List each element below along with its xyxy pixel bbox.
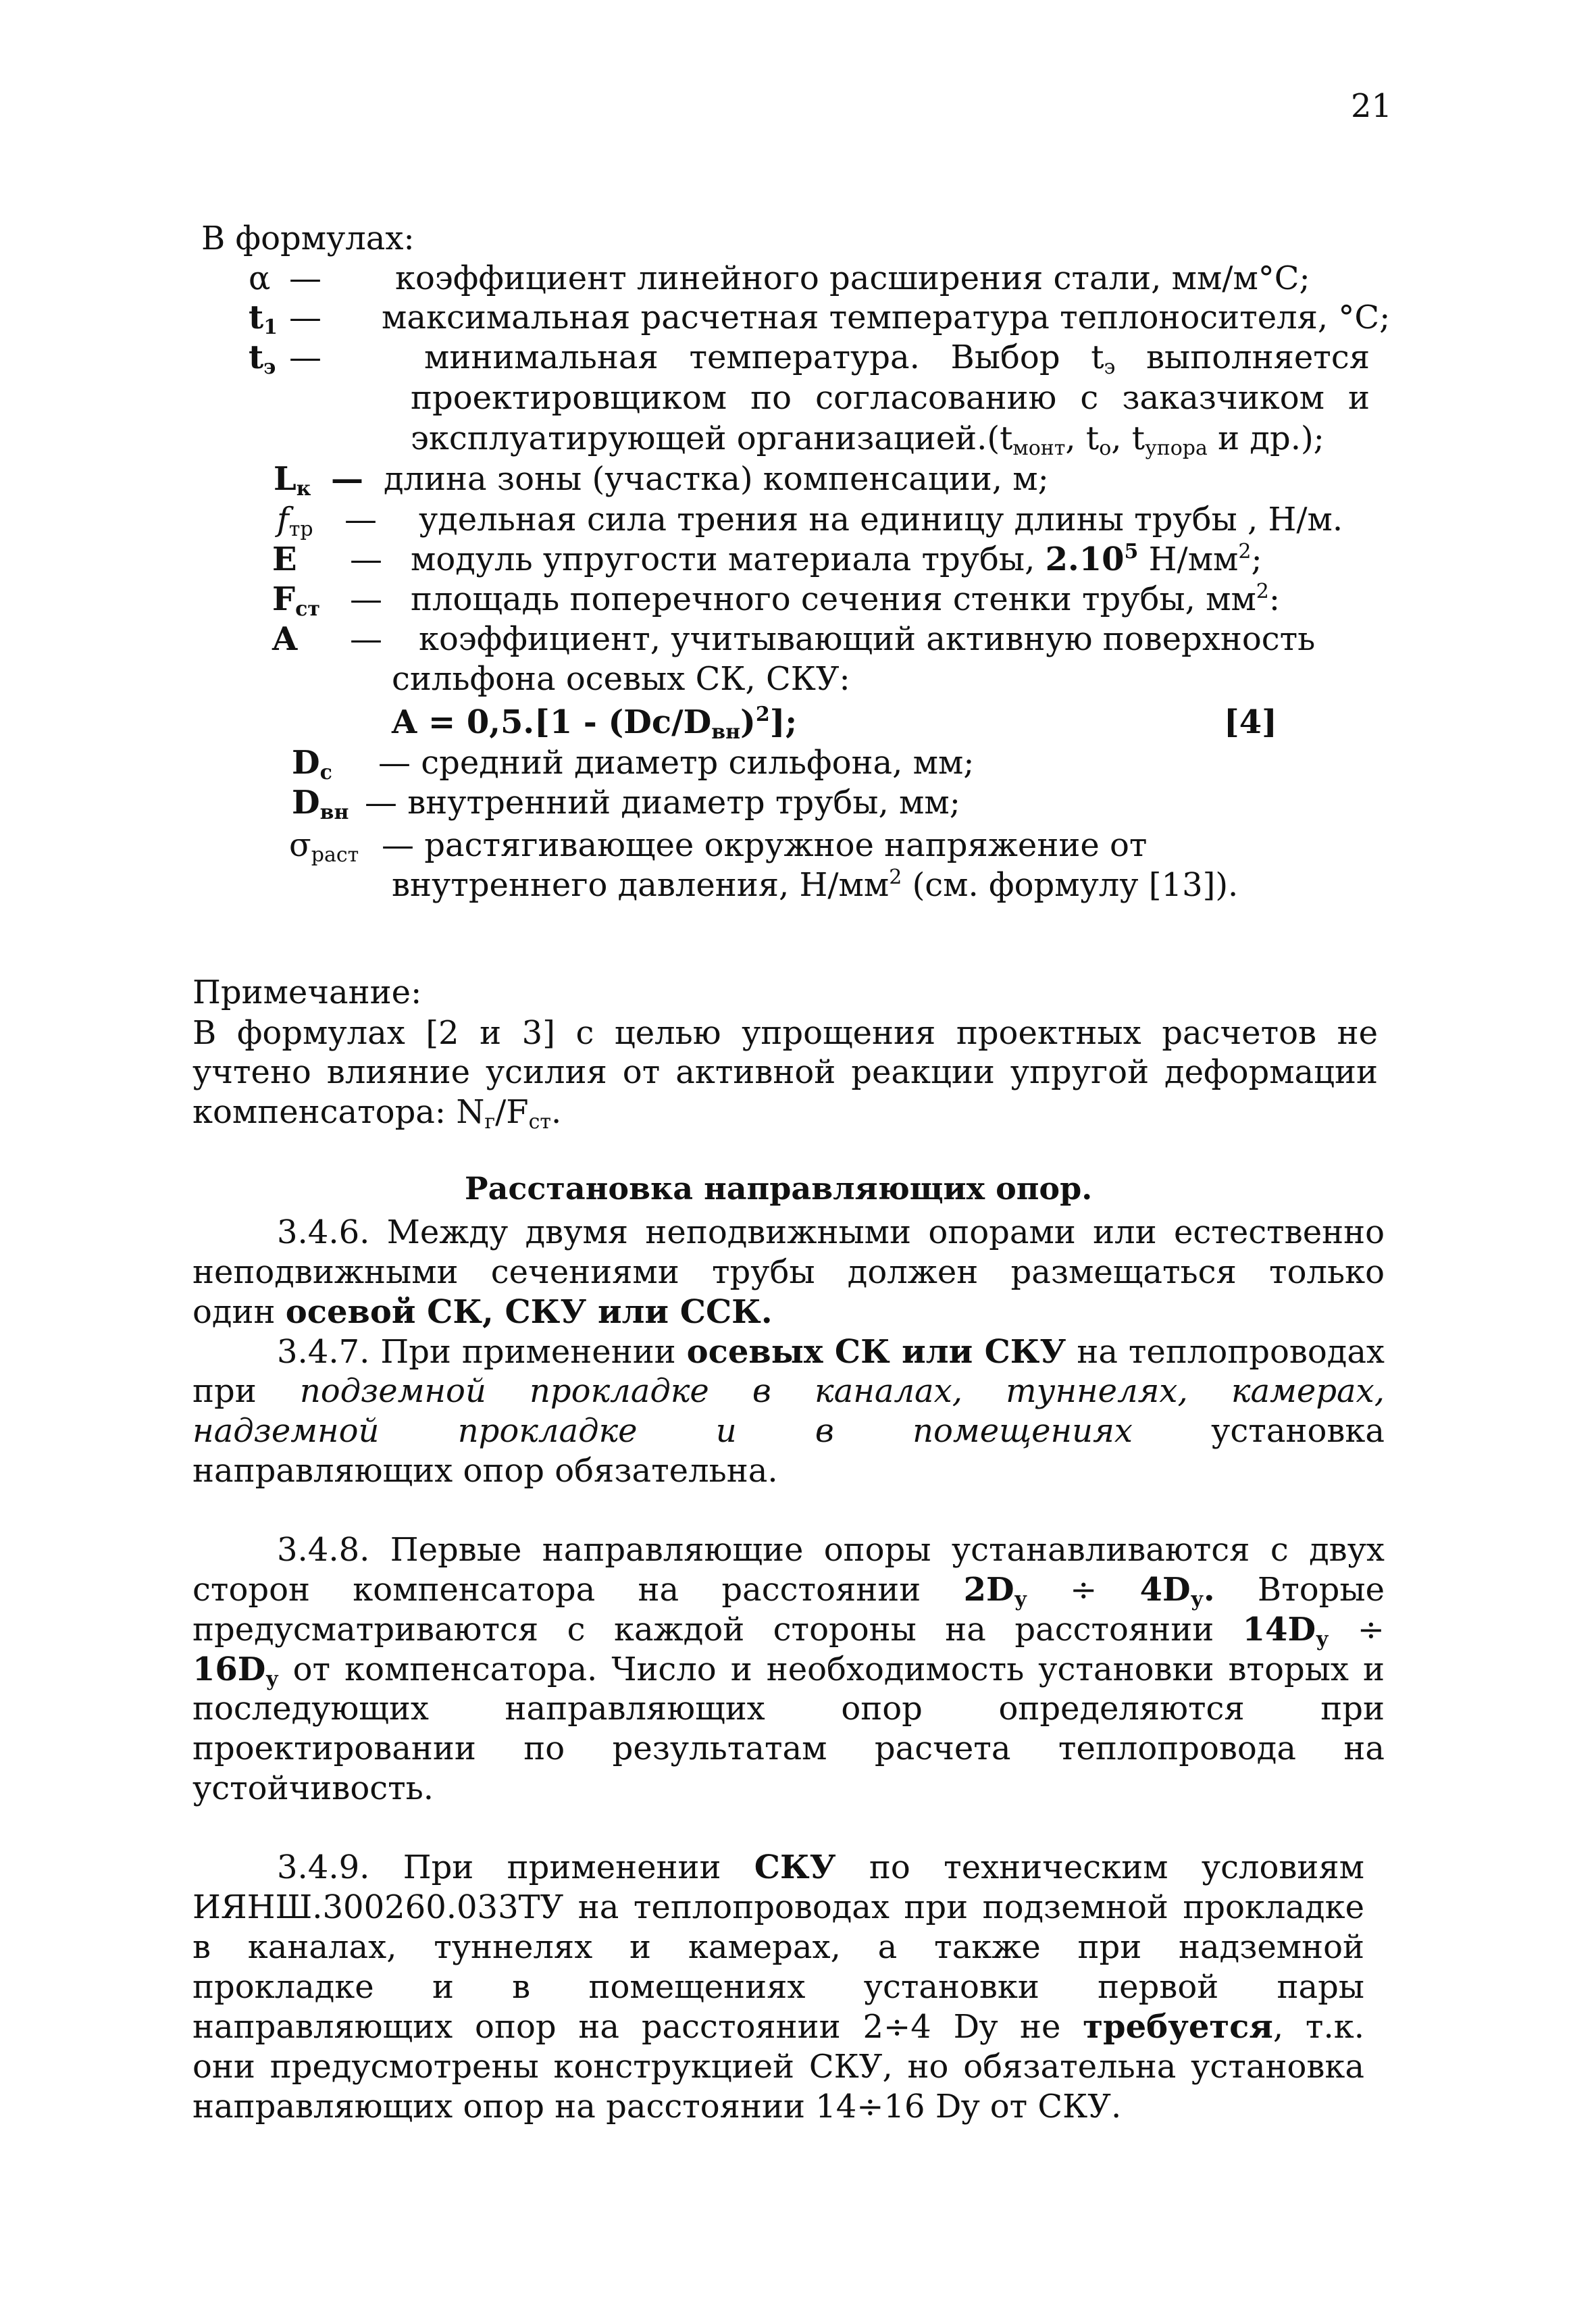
p347-line-1: 3.4.7. При применении осевых СК или СКУ на теплопроводах [277, 1333, 1385, 1371]
p346-line-1: 3.4.6. Между двумя неподвижными опорами или естественно [277, 1213, 1385, 1251]
definition-te-line2: проектировщиком по согласованию с заказчиком и [411, 379, 1370, 417]
dash: — [344, 501, 377, 538]
definition-alpha: коэффициент линейного расширения стали, мм/м°С; [395, 259, 1310, 297]
dash: — [350, 620, 382, 658]
p349-line-7: направляющих опор на расстоянии 14÷16 Dy от СКУ. [192, 2088, 1122, 2126]
note-line-1: В формулах [2 и 3] с целью упрощения проектных расчетов не [192, 1014, 1378, 1052]
p349-line-2: ИЯНШ.300260.033ТУ на теплопроводах при подземной прокладке [192, 1888, 1364, 1926]
symbol-sigma: $\sigma_{раст}$ [289, 826, 359, 867]
symbol-t1: $t_1$ [249, 299, 278, 339]
symbol-a: A [272, 620, 298, 658]
formula-text: $A = 0,5.[1 - (Dc/D_{вн})^2]$; [392, 703, 798, 744]
p349-line-1: 3.4.9. При применении СКУ по техническим условиям [277, 1848, 1364, 1886]
definition-a-line1: коэффициент, учитывающий активную поверхность [419, 620, 1316, 658]
p346-line-2: неподвижными сечениями трубы должен размещаться только [192, 1253, 1385, 1291]
dash: — [289, 259, 321, 297]
section-heading: Расстановка направляющих опор. [465, 1170, 1093, 1207]
symbol-te: $t_э$ [249, 338, 276, 379]
legend-intro: В формулах: [201, 220, 415, 257]
p348-line-6: проектировании по результатам расчета теплопровода на [192, 1730, 1385, 1767]
definition-te-line1: минимальная температура. Выбор $t_э$ выполняется [424, 338, 1370, 379]
formula-reference: [4] [1224, 703, 1277, 741]
symbol-dc: $D_с$ [292, 744, 332, 784]
symbol-lk: $L_к$ [274, 460, 311, 501]
p349-line-3: в каналах, туннелях и камерах, а также при надземной [192, 1928, 1364, 1966]
p349-line-4: прокладке и в помещениях установки первой пары [192, 1968, 1364, 2006]
definition-ftr: удельная сила трения на единицу длины трубы , Н/м. [419, 501, 1343, 538]
definition-fst: площадь поперечного сечения стенки трубы, $мм^2$: [411, 580, 1281, 618]
p349-line-5: направляющих опор на расстоянии 2÷4 Dy не требуется, т.к. [192, 2008, 1365, 2046]
note-line-3: компенсатора: $N_г/F_{ст}$. [192, 1093, 562, 1134]
p347-line-2: при подземной прокладке в каналах, туннелях, камерах, [192, 1372, 1385, 1410]
definition-dvn: — внутренний диаметр трубы, мм; [365, 784, 960, 822]
definition-te-line3: эксплуатирующей $организацией.(t_{монт}$, $t_о$, $t_{упора}$ и др.); [411, 420, 1324, 460]
definition-sigma-line1: — растягивающее окружное напряжение от [382, 826, 1148, 864]
definition-sigma-line2: внутреннего давления, $Н/мм^2$ (см. формулу [13]). [392, 865, 1239, 904]
p348-line-4: $16D_у$ от компенсатора. Число и необходимость установки вторых и [192, 1651, 1385, 1691]
symbol-dvn: $D_{вн}$ [292, 784, 349, 824]
dash: — [350, 540, 382, 578]
dash: — [331, 460, 363, 498]
p348-line-2: сторон компенсатора на расстоянии $2D_у \div 4D_у$. Вторые [192, 1571, 1385, 1611]
definition-a-line2: сильфона осевых СК, СКУ: [392, 660, 850, 698]
p348-line-5: последующих направляющих опор определяются при [192, 1690, 1385, 1728]
symbol-ftr: $f_{тр}$ [277, 501, 313, 541]
symbol-alpha: α [249, 259, 271, 297]
note-line-2: учтено влияние усилия от активной реакции упругой деформации [192, 1053, 1378, 1091]
p348-line-1: 3.4.8. Первые направляющие опоры устанавливаются с двух [277, 1531, 1385, 1569]
p348-line-3: предусматриваются с каждой стороны на расстоянии $14D_у$ ÷ [192, 1611, 1385, 1651]
p346-line-3: один осевой СК, СКУ или ССК. [192, 1293, 773, 1331]
p347-line-3: надземной прокладке и в помещениях установка [192, 1412, 1385, 1450]
definition-e: модуль упругости материала трубы, 2.10$^5$ $Н/мм^2$; [411, 540, 1262, 578]
symbol-fst: $F_{ст}$ [272, 580, 320, 621]
definition-lk: длина зоны (участка) компенсации, м; [384, 460, 1049, 498]
p347-line-4: направляющих опор обязательна. [192, 1452, 778, 1490]
dash: — [350, 580, 382, 618]
note-title: Примечание: [192, 974, 422, 1011]
definition-t1: максимальная расчетная температура теплоносителя, °С; [382, 299, 1391, 336]
symbol-e: E [272, 540, 297, 578]
dash: — [289, 338, 321, 376]
page-number: 21 [1351, 87, 1393, 125]
dash: — [289, 299, 321, 336]
definition-dc: — средний диаметр сильфона, мм; [378, 744, 975, 782]
p348-line-7: устойчивость. [192, 1769, 434, 1807]
p349-line-6: они предусмотрены конструкцией СКУ, но обязательна установка [192, 2048, 1364, 2086]
